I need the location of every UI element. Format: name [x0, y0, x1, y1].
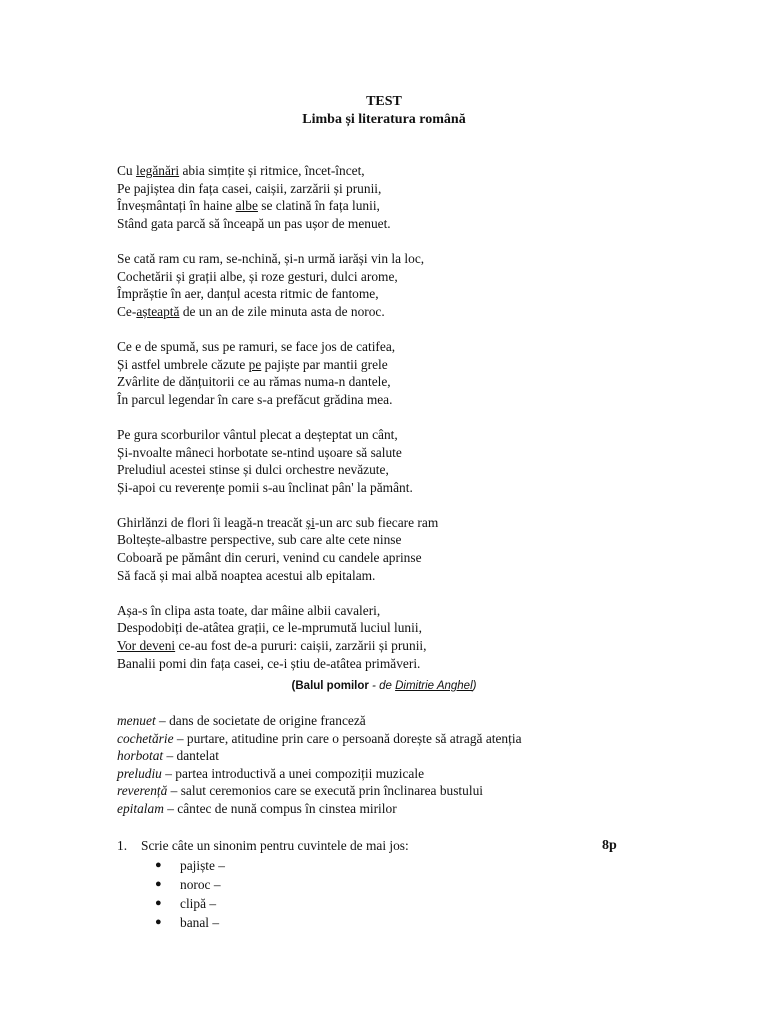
poem-line: Așa-s în clipa asta toate, dar mâine albii cavaleri, [117, 602, 381, 618]
glossary-entry [117, 765, 677, 783]
bullet-icon: ● [155, 916, 162, 928]
answer-item: ● noroc – [155, 877, 221, 892]
poem-line: Și-apoi cu reverențe pomii s-au înclinat pân' la pământ. [117, 479, 413, 495]
glossary-term: cochetărie [117, 730, 174, 746]
glossary-entry [117, 747, 677, 765]
poem-line: Zvârlite de dănțuitorii ce au rămas numa-n dantele, [117, 374, 391, 390]
poem-line: Ghirlănzi de flori îi leagă-n treacăt și-un arc sub fiecare ram [117, 514, 439, 530]
poem-line: Să facă și mai albă noaptea acestui alb epitalam. [117, 567, 376, 583]
answer-item: ● pajiște – [155, 858, 225, 873]
underlined-word: albe [235, 198, 258, 214]
answer-list [155, 856, 355, 932]
glossary-entry [117, 800, 677, 818]
glossary-entry [117, 712, 677, 730]
glossary-term: menuet [117, 713, 156, 728]
poem-line: Pe pajiștea din fața casei, caișii, zarzării și prunii, [117, 180, 382, 196]
question-text: Scrie câte un sinonim pentru cuvintele de mai jos: [141, 838, 409, 853]
stanza-4 [117, 426, 537, 496]
answer-item: ● banal – [155, 915, 220, 930]
poem-source: (Balul pomilor - de Dimitrie Anghel) [291, 680, 477, 692]
poem-line: Cochetării și grații albe, și roze gesturi, dulci arome, [117, 268, 398, 284]
glossary-definition: – purtare, atitudine prin care o persoană dorește să atragă atenția [173, 730, 522, 746]
author-link[interactable]: Dimitrie Anghel [395, 680, 473, 692]
poem-line: Cu legănări abia simțite și ritmice, încet-încet, [117, 163, 365, 178]
poem-line: Pe gura scorburilor vântul plecat a deșteptat un cânt, [117, 426, 398, 442]
underlined-word: așteaptă [136, 303, 180, 319]
page-subtitle: Limba și literatura română [302, 112, 466, 127]
stanza-5 [117, 514, 537, 584]
poem-line: Ce e de spumă, sus pe ramuri, se face jos de catifea, [117, 338, 396, 354]
glossary-term: preludiu [117, 765, 162, 781]
poem [117, 162, 537, 672]
stanza-6 [117, 602, 537, 672]
stanza-3 [117, 338, 537, 408]
answer-item: ● clipă – [155, 896, 217, 911]
poem-line: Și astfel umbrele căzute pe pajiște par mantii grele [117, 356, 388, 372]
glossary-definition: – dantelat [163, 748, 219, 764]
poem-line: Despodobiți de-atâtea grații, ce le-mprumută luciul lunii, [117, 620, 422, 636]
poem-line: Și-nvoalte mâneci horbotate se-ntind ușoare să salute [117, 444, 402, 460]
glossary-term: horbotat [117, 748, 164, 764]
bullet-icon: ● [155, 859, 162, 871]
page-title: TEST [366, 94, 402, 109]
glossary [117, 712, 677, 818]
poem-line: Boltește-albastre perspective, sub care alte cete ninse [117, 532, 402, 548]
glossary-entry [117, 730, 677, 748]
glossary-entry [117, 782, 677, 800]
poem-line: Stând gata parcă să înceapă un pas ușor de menuet. [117, 215, 391, 231]
glossary-definition: – partea introductivă a unei compoziții muzicale [161, 765, 425, 781]
poem-line: Se cată ram cu ram, se-nchină, și-n urmă iarăși vin la loc, [117, 250, 425, 266]
stanza-1 [117, 162, 537, 232]
poem-line: Împrăștie în aer, danțul acesta ritmic de fantome, [117, 286, 379, 302]
poem-line: Coboară pe pământ din ceruri, venind cu candele aprinse [117, 550, 422, 566]
glossary-term: epitalam [117, 800, 164, 816]
underlined-word: Vor deveni [117, 638, 176, 654]
question-points: 8p [602, 838, 617, 853]
poem-line: Preludiul acestei stinse și dulci orchestre nevăzute, [117, 462, 389, 478]
bullet-icon: ● [155, 897, 162, 909]
glossary-definition: – cântec de nună compus în cinstea mirilor [163, 800, 397, 816]
glossary-definition: – dans de societate de origine franceză [155, 713, 366, 728]
underlined-word: pe [248, 356, 262, 372]
glossary-term: reverență [117, 783, 168, 799]
poem-line: Înveșmântați în haine albe se clatină în fața lunii, [117, 198, 380, 214]
bullet-icon: ● [155, 878, 162, 890]
poem-line: Banalii pomi din fața casei, ce-i știu de-atâtea primăveri. [117, 655, 421, 671]
poem-line: Vor deveni ce-au fost de-a pururi: caișii, zarzării și prunii, [117, 638, 427, 654]
poem-line: În parcul legendar în care s-a prefăcut grădina mea. [117, 391, 393, 407]
question-number: 1. [117, 838, 128, 853]
underlined-word: și [305, 514, 315, 530]
glossary-definition: – salut ceremonios care se execută prin înclinarea bustului [167, 783, 483, 799]
underlined-word: legănări [135, 163, 180, 178]
stanza-2 [117, 250, 537, 320]
poem-line: Ce-așteaptă de un an de zile minuta asta de noroc. [117, 303, 385, 319]
poem-title: Balul pomilor [295, 680, 369, 692]
